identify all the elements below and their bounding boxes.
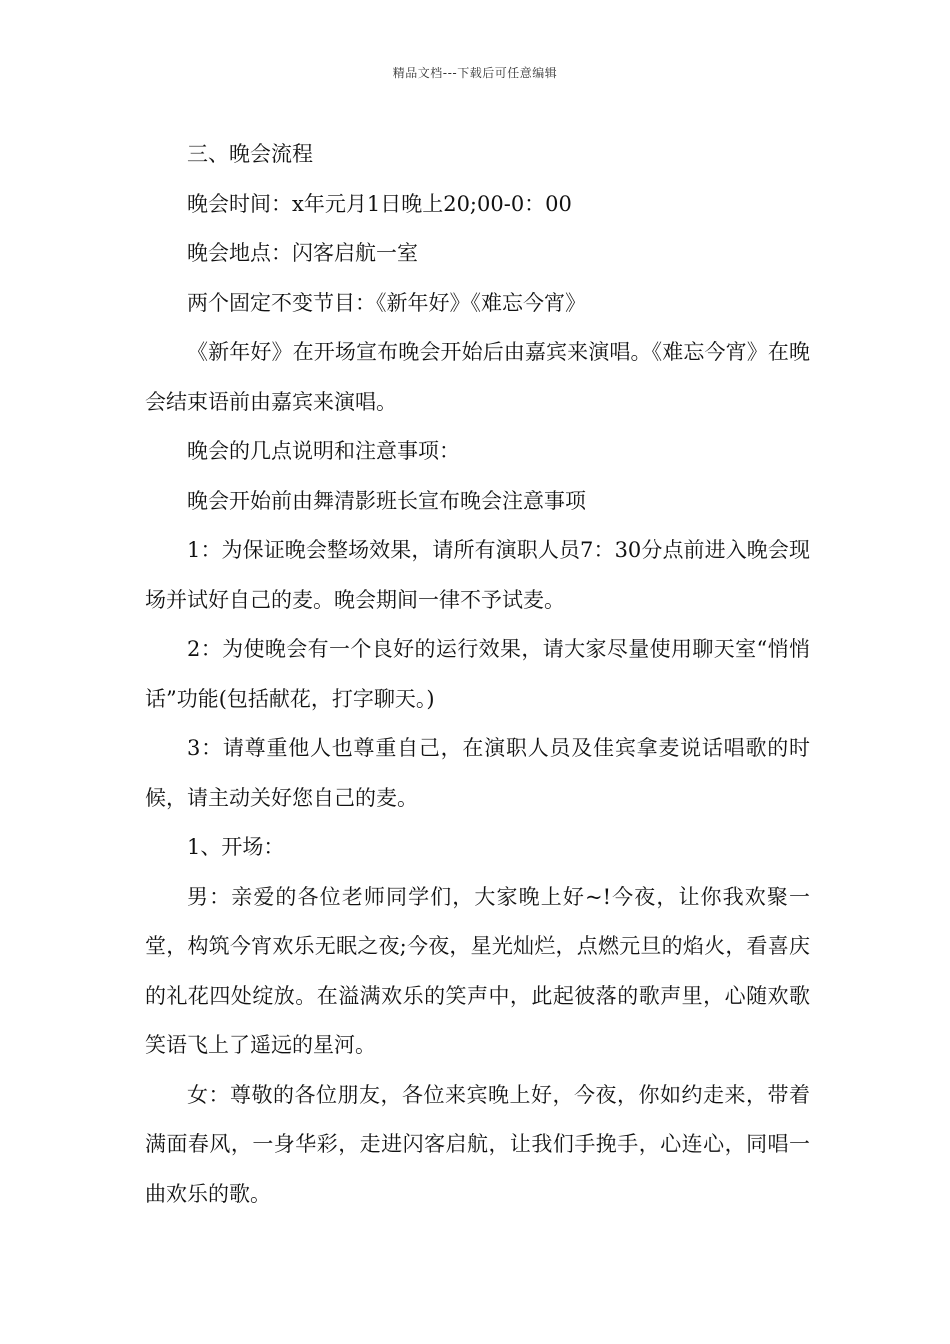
page-header: 精品文档---下载后可任意编辑	[392, 66, 558, 80]
paragraph-notes-heading: 晚会的几点说明和注意事项：	[187, 439, 460, 463]
paragraph-male-host: 男：亲爱的各位老师同学们，大家晚上好~!今夜，让你我欢聚一堂，构筑今宵欢乐无眠之夜;今夜，星光灿烂，点燃元旦的焰火，看喜庆的礼花四处绽放。在溢满欢乐的笑声中，此起彼落的歌声里，心随欢歌笑语飞上了遥远的星河。	[145, 884, 810, 1057]
paragraph-time: 晚会时间：x年元月1日晚上20;00-0：00	[187, 191, 572, 216]
paragraph-note-3: 3：请尊重他人也尊重自己，在演职人员及佳宾拿麦说话唱歌的时候，请主动关好您自己的麦。	[145, 736, 810, 810]
paragraph-opening-heading: 1、开场：	[187, 835, 285, 859]
paragraph-notes-intro: 晚会开始前由舞清影班长宣布晚会注意事项	[187, 488, 586, 513]
paragraph-note-1: 1：为保证晚会整场效果，请所有演职人员7：30分点前进入晚会现场并试好自己的麦。晚会期间一律不予试麦。	[145, 538, 810, 612]
document-body	[145, 130, 810, 1219]
paragraph-location: 晚会地点：闪客启航一室	[187, 241, 418, 265]
paragraph-fixed-programs: 两个固定不变节目：《新年好》《难忘今宵》	[187, 290, 586, 315]
paragraph-program-details: 《新年好》在开场宣布晚会开始后由嘉宾来演唱。《难忘今宵》在晚会结束语前由嘉宾来演唱。	[145, 340, 810, 414]
section-heading: 三、晚会流程	[187, 142, 313, 166]
paragraph-female-host: 女：尊敬的各位朋友，各位来宾晚上好，今夜，你如约走来，带着满面春风，一身华彩，走进闪客启航，让我们手挽手，心连心，同唱一曲欢乐的歌。	[145, 1082, 810, 1206]
paragraph-note-2: 2：为使晚会有一个良好的运行效果，请大家尽量使用聊天室“悄悄话”功能(包括献花，打字聊天。)	[145, 637, 810, 711]
